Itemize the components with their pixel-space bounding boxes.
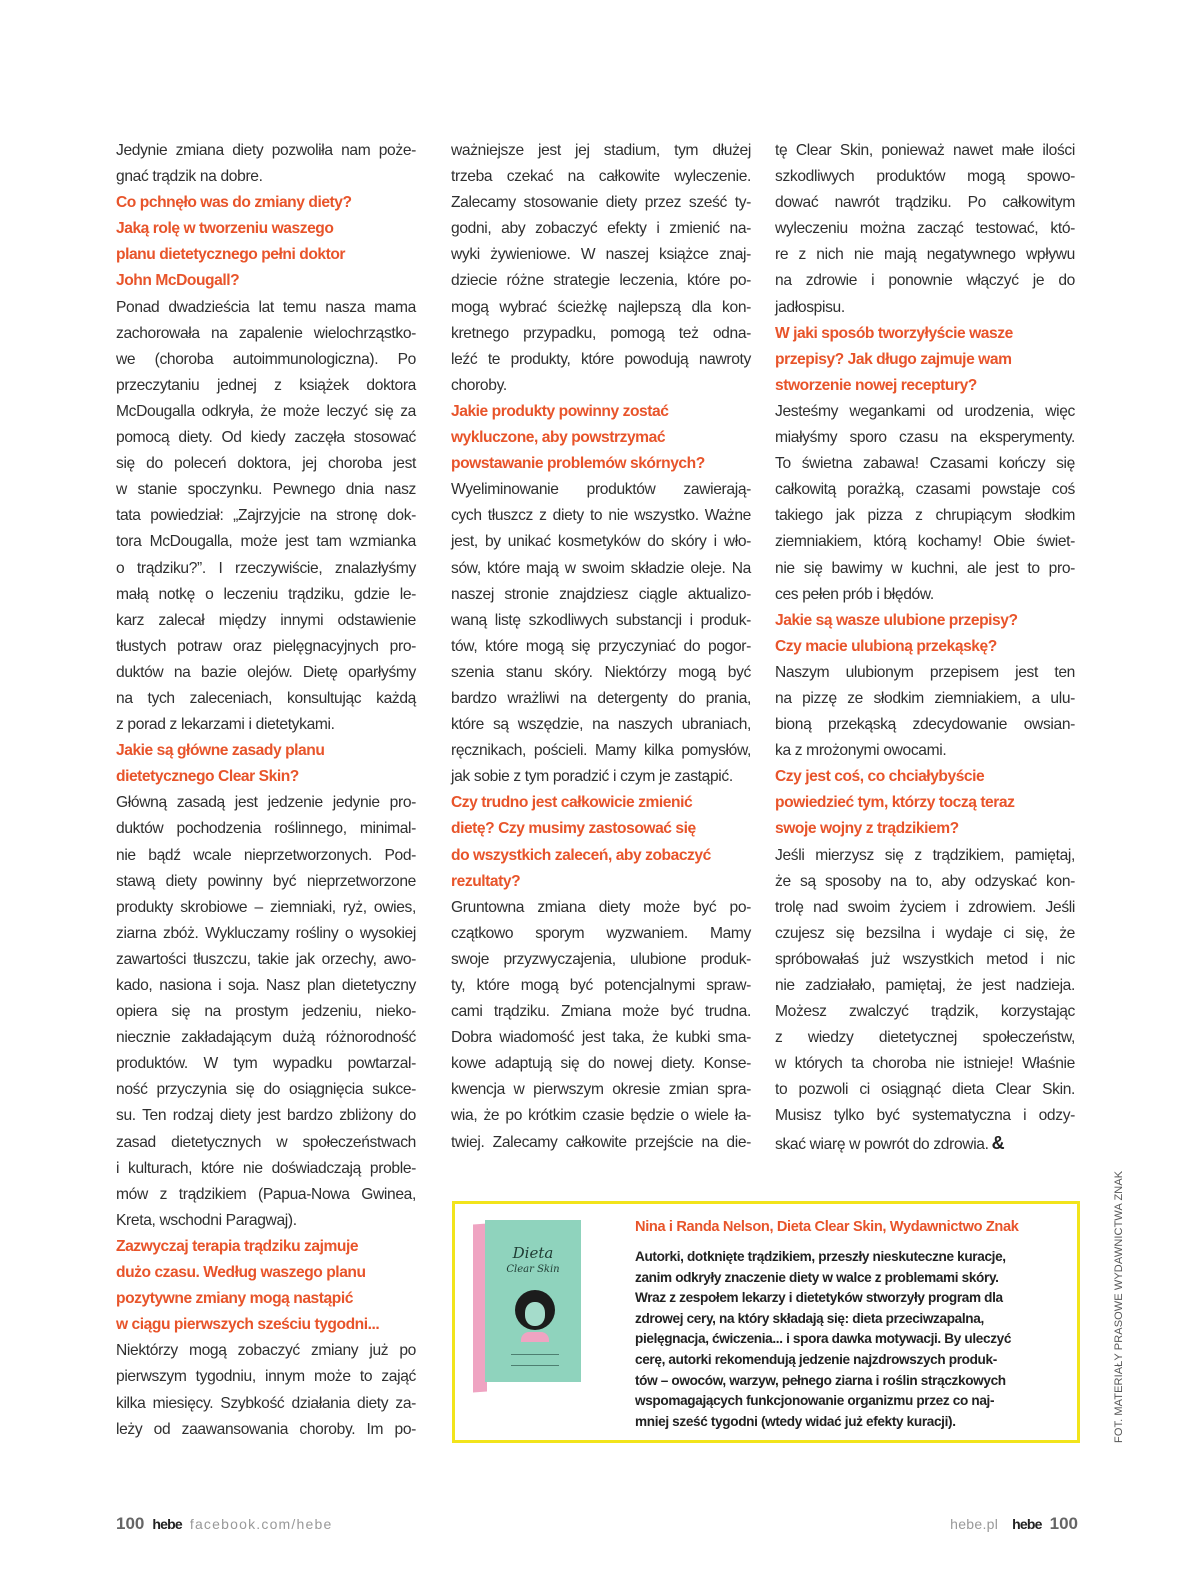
body-text-line: przeczytaniu jednej z książek doktora <box>116 376 416 394</box>
question-heading-line: przepisy? Jak długo zajmuje wam <box>775 350 1012 368</box>
body-text-line: duktów pochodzenia roślinnego, minimal- <box>116 820 416 838</box>
body-text-line: re z nich nie mają negatywnego wpływu <box>775 246 1075 264</box>
body-text-line: tów, które mogą się przyczyniać do pogor- <box>451 637 751 655</box>
body-text-line: kretnego przypadku, pomogą też odna- <box>451 324 751 342</box>
body-text-line: ważniejsze jest jej stadium, tym dłużej <box>451 142 751 159</box>
body-text-line: z porad z lekarzami i dietetykami. <box>116 716 335 734</box>
body-text-line: trzeba czekać na całkowite wyleczenie. <box>451 168 751 186</box>
question-heading-line: wykluczone, aby powstrzymać <box>451 429 666 447</box>
body-text-line: czujesz się bezsilna i wydaje ci się, że <box>775 924 1075 942</box>
body-text-line: Niektórzy mogą zobaczyć zmiany już po <box>116 1342 416 1360</box>
question-heading-line: W jaki sposób tworzyłyście wasze <box>775 324 1013 342</box>
book-cover-subtitle: Clear Skin <box>506 1264 560 1275</box>
book-description-line: zanim odkryły znaczenie diety w walce z problemami skóry. <box>635 1269 999 1285</box>
body-text-line: gnać trądzik na dobre. <box>116 168 263 186</box>
body-text-line: cych tłuszcz z diety to nie wszystko. Ważne <box>451 507 751 525</box>
book-description-line: Wraz z zespołem lekarzy i dietetyków stworzyły program dla <box>635 1290 1003 1306</box>
illustration-shirt <box>521 1332 549 1342</box>
book-description-line: tów – owoców, warzyw, pełnego ziarna i roślin strączkowych <box>635 1372 1006 1388</box>
book-cover <box>485 1220 581 1382</box>
website-link[interactable]: hebe.pl <box>950 1516 999 1532</box>
body-text-line: ces pełen prób i błędów. <box>775 585 934 603</box>
body-text-line: wia, że po krótkim czasie będzie o wiele ła- <box>451 1107 751 1125</box>
question-heading-line: planu dietetycznego pełni doktor <box>116 246 346 264</box>
body-text-line: Główną zasadą jest jedzenie jedynie pro- <box>116 794 416 812</box>
book-description-line: zdrowej cery, na który składają się: dieta przeciwzapalna, <box>635 1310 984 1326</box>
body-text-line: bardzo wrażliwi na detergenty do prania, <box>451 689 751 707</box>
body-text-line: swoje przyzwyczajenia, ulubione produk- <box>451 950 751 968</box>
body-text-line: godni, aby zobaczyć efekty i zmienić na- <box>451 220 751 238</box>
body-text-line: spróbowałaś już wszystkich metod i nic <box>775 950 1075 968</box>
body-text-line: we (choroba autoimmunologiczna). Po <box>116 350 416 368</box>
body-text-line: to pozwoli ci osiągnąć dieta Clear Skin. <box>775 1081 1075 1099</box>
body-text-line: McDougalla odkryła, że może leczyć się za <box>116 402 416 420</box>
book-description-line: wspomagających funkcjonowanie organizmu przez co naj- <box>635 1393 995 1409</box>
question-heading-line: pozytywne zmiany mogą nastąpić <box>116 1290 353 1308</box>
body-text-line: ka z mrożonymi owocami. <box>775 742 947 760</box>
question-heading-line: stworzenie nowej receptury? <box>775 376 977 394</box>
body-text-line: na tych zaleceniach, konsultując każdą <box>116 689 416 707</box>
body-text-line: jest, by unikać kosmetyków do skóry i wło- <box>451 533 751 551</box>
body-text-line: Ponad dwadzieścia lat temu nasza mama <box>116 298 416 316</box>
body-text-line: ty, które mogą być potencjalnymi spraw- <box>451 977 751 994</box>
body-text-line: czątkowo sporym wyzwaniem. Mamy <box>451 924 751 942</box>
body-text-line: w których ta choroba nie istnieje! Właśnie <box>775 1055 1075 1073</box>
body-text-line: z wiedzy dietetycznej społeczeństw, <box>775 1029 1075 1047</box>
body-text-line: pomocą diety. Od kiedy zaczęła stosować <box>116 429 416 447</box>
body-text-line: leży od zaawansowania choroby. Im po- <box>116 1420 416 1438</box>
body-text-line: niecznie zakładającym dużą różnorodność <box>116 1029 416 1047</box>
end-of-article-icon: & <box>991 1132 1005 1153</box>
body-text-line: zasad dietetycznych w społeczeństwach <box>116 1133 416 1151</box>
question-heading-line: John McDougall? <box>116 272 240 290</box>
body-text-line: zawartości tłuszczu, takie jak orzechy, awo- <box>116 950 416 968</box>
body-text-line: wyki żywieniowe. W naszej książce znaj- <box>451 246 751 264</box>
question-heading-line: Jakie są główne zasady planu <box>116 742 325 760</box>
book-description-line: cerę, autorki rekomendują jedzenie najzdrowszych produk- <box>635 1351 997 1367</box>
question-heading-line: powstawanie problemów skórnych? <box>451 455 705 473</box>
body-text-line: jak sobie z tym poradzić i czym je zastąpić. <box>451 768 733 786</box>
question-heading-line: rezultaty? <box>451 872 521 890</box>
question-heading-line: dietetycznego Clear Skin? <box>116 768 299 786</box>
body-text-line: się do poleceń doktora, jej choroba jest <box>116 455 416 473</box>
brand-logo-left: hebe <box>152 1516 182 1532</box>
body-text-line: i kulturach, które nie doświadczają proble- <box>116 1159 416 1177</box>
book-info-box <box>452 1201 1080 1443</box>
body-text-line: su. Ten rodzaj diety jest bardzo zbliżony do <box>116 1107 416 1125</box>
body-text-line: wyleczeniu można zacząć testować, któ- <box>775 220 1075 238</box>
body-text-line: cami trądziku. Zmiana może być trudna. <box>451 1003 751 1021</box>
body-text-line: które są wszędzie, na naszych ubraniach, <box>451 716 751 734</box>
question-heading-line: Czy trudno jest całkowicie zmienić <box>451 794 693 812</box>
body-text-line: tę Clear Skin, ponieważ nawet małe ilości <box>775 142 1075 159</box>
body-text-line: zachorowała na zapalenie wielochrząstko- <box>116 324 416 342</box>
body-text-line: karz zalecał między innymi odstawienie <box>116 611 416 629</box>
book-title: Nina i Randa Nelson, Dieta Clear Skin, Wydawnictwo Znak <box>635 1219 1019 1235</box>
body-text-line: bioną przekąską zdecydowanie owsian- <box>775 716 1075 734</box>
body-text-line: Kreta, wschodni Paragwaj). <box>116 1211 297 1229</box>
book-cover-image <box>473 1220 583 1390</box>
body-text-line: Dobra wiadomość jest taka, że kubki sma- <box>451 1029 751 1047</box>
body-text-line: ność przyczynia się do osiągnięcia sukce- <box>116 1081 416 1099</box>
question-heading-line: Czy macie ulubioną przekąskę? <box>775 637 997 655</box>
facebook-link[interactable]: facebook.com/hebe <box>189 1516 333 1532</box>
body-text-line: tora McDougalla, może jest tam wzmianka <box>116 533 416 551</box>
body-text-line: ziarna zbóż. Wykluczamy rośliny o wysokiej <box>116 924 416 942</box>
question-heading-line: Zazwyczaj terapia trądziku zajmuje <box>116 1237 359 1255</box>
body-text-line: ziemniakiem, którą kochamy! Obie świet- <box>775 533 1075 551</box>
article-column-1 <box>116 138 416 1443</box>
body-text-line: na zdrowie i ponownie włączyć je do <box>775 272 1075 290</box>
page-number-left: 100 <box>116 1514 145 1533</box>
body-text-line: dziecie różne strategie leczenia, które po- <box>451 272 751 290</box>
footer-right <box>950 1514 1078 1534</box>
footer-left <box>116 1514 332 1534</box>
body-text-line: szenia stanu skóry. Niektórzy mogą być <box>451 663 751 681</box>
body-text-line: nie zadziałało, pamiętaj, że jest nadzieja. <box>775 977 1075 994</box>
question-heading-line: powiedzieć tym, którzy toczą teraz <box>775 794 1015 812</box>
page-number-right: 100 <box>1049 1514 1078 1533</box>
body-text-line: jadłospisu. <box>775 298 845 316</box>
question-heading-line: w ciągu pierwszych sześciu tygodni... <box>116 1316 380 1334</box>
body-text-line: pierwszym tygodniu, innym może to zająć <box>116 1368 416 1386</box>
question-heading-line: Jakie są wasze ulubione przepisy? <box>775 611 1018 629</box>
body-text-line: skać wiarę w powrót do zdrowia. & <box>775 1130 1075 1156</box>
body-text-line: waną listę szkodliwych substancji i produk- <box>451 611 751 629</box>
body-text-line: Gruntowna zmiana diety może być po- <box>451 898 751 916</box>
body-text-line: Wyeliminowanie produktów zawierają- <box>451 481 751 499</box>
brand-logo-right: hebe <box>1012 1516 1042 1532</box>
body-text-line: sów, które mają w swoim składzie oleje. Na <box>451 559 751 577</box>
body-text-line: nie się bawimy w kuchni, ale jest to pro- <box>775 559 1075 577</box>
body-text-line: leźć te produkty, które powodują nawroty <box>451 350 751 368</box>
question-heading-line: dużo czasu. Według waszego planu <box>116 1264 366 1282</box>
body-text-line: Jesteśmy wegankami od urodzenia, więc <box>775 402 1075 420</box>
body-text-line: szkodliwych produktów mogą spowo- <box>775 168 1075 186</box>
question-heading-line: Jaką rolę w tworzeniu waszego <box>116 220 334 238</box>
question-heading-line: Czy jest coś, co chciałybyście <box>775 768 985 786</box>
body-text-line: kilka miesięcy. Szybkość działania diety za- <box>116 1394 416 1412</box>
body-text-line: całkowitą porażką, czasami powstaje coś <box>775 481 1075 499</box>
article-column-2 <box>451 138 751 1156</box>
body-text-line: kwencja w pierwszym okresie zmian spra- <box>451 1081 751 1099</box>
body-text-line: mów z trądzikiem (Papua-Nowa Gwinea, <box>116 1185 416 1203</box>
body-text-line: tata powiedział: „Zajrzyjcie na stronę dok- <box>116 507 416 525</box>
question-heading-line: dietę? Czy musimy zastosować się <box>451 820 696 838</box>
body-text-line: twiej. Zalecamy całkowite przejście na die- <box>451 1133 751 1151</box>
body-text-line: kado, nasiona i soja. Nasz plan dietetyczny <box>116 977 416 994</box>
body-text-line: Możesz zwalczyć trądzik, korzystając <box>775 1003 1075 1021</box>
book-cover-title: Dieta <box>512 1244 554 1262</box>
body-text-line: Musisz tylko być systematyczna i odzy- <box>775 1107 1075 1125</box>
body-text-line: takiego jak pizza z chrupiącym słodkim <box>775 507 1075 525</box>
body-text-line: kowe adaptują się do nowej diety. Konse- <box>451 1055 751 1073</box>
illustration-face <box>525 1302 545 1326</box>
body-text-line: produkty skrobiowe – ziemniaki, ryż, owies, <box>116 898 416 916</box>
book-description-line: pielęgnacja, ćwiczenia... i spora dawka motywacji. By uleczyć <box>635 1331 1012 1347</box>
question-heading-line: Co pchnęło was do zmiany diety? <box>116 194 352 212</box>
body-text-line: To świetna zabawa! Czasami kończy się <box>775 455 1075 473</box>
question-heading-line: swoje wojny z trądzikiem? <box>775 820 959 838</box>
body-text-line: ręcznikach, pościeli. Mamy kilka pomysłów, <box>451 742 751 760</box>
book-description-line: mniej sześć tygodni (wtedy widać już efekty kuracji). <box>635 1413 956 1429</box>
body-text-line: choroby. <box>451 376 507 394</box>
body-text-line: Zalecamy stosowanie diety przez sześć ty- <box>451 194 751 212</box>
body-text-line: duktów na bazie olejów. Dietę oparłyśmy <box>116 663 416 681</box>
book-description-line: Autorki, dotknięte trądzikiem, przeszły nieskuteczne kuracje, <box>635 1249 1006 1264</box>
body-text-line: Jedynie zmiana diety pozwoliła nam poże- <box>116 142 416 159</box>
body-text-line: opiera się na prostym jedzeniu, nieko- <box>116 1003 416 1021</box>
body-text-line: mogą wybrać ścieżkę najlepszą dla kon- <box>451 298 751 316</box>
body-text-line: trolę nad swoim życiem i zdrowiem. Jeśli <box>775 898 1075 916</box>
body-text-line: dować nawrót trądziku. Po całkowitym <box>775 194 1075 212</box>
body-text-line: miałyśmy sporo czasu na eksperymenty. <box>775 429 1075 447</box>
body-text-line: że są sposoby na to, aby odzyskać kon- <box>775 872 1075 890</box>
body-text-line: tłustych potraw oraz pielęgnacyjnych pro- <box>116 637 416 655</box>
body-text-line: w stanie spoczynku. Pewnego dnia nasz <box>116 481 416 499</box>
body-text-line: o trądziku?”. I rzeczywiście, znalazłyśmy <box>116 559 416 577</box>
body-text-line: stawą diety powinny być nieprzetworzone <box>116 872 416 890</box>
book-description <box>635 1247 1055 1432</box>
body-text-line: naszej stronie znajdziesz ciągle aktualizo- <box>451 585 751 603</box>
question-heading-line: Jakie produkty powinny zostać <box>451 402 669 420</box>
body-text-line: produktów. W tym wypadku powtarzal- <box>116 1055 416 1073</box>
body-text-line: małą notkę o leczeniu trądziku, gdzie le- <box>116 585 416 603</box>
body-text-line: nie bądź wcale nieprzetworzonych. Pod- <box>116 846 416 864</box>
body-text-line: Jeśli mierzysz się z trądzikiem, pamiętaj, <box>775 846 1075 864</box>
question-heading-line: do wszystkich zaleceń, aby zobaczyć <box>451 846 711 864</box>
article-column-3 <box>775 138 1075 1156</box>
photo-credit: FOT. MATERIAŁY PRASOWE WYDAWNICTWA ZNAK <box>1113 1170 1125 1443</box>
body-text-line: na pizzę ze słodkim ziemniakiem, a ulu- <box>775 689 1075 707</box>
body-text-line: Naszym ulubionym przepisem jest ten <box>775 663 1075 681</box>
cover-tagline <box>511 1354 559 1366</box>
